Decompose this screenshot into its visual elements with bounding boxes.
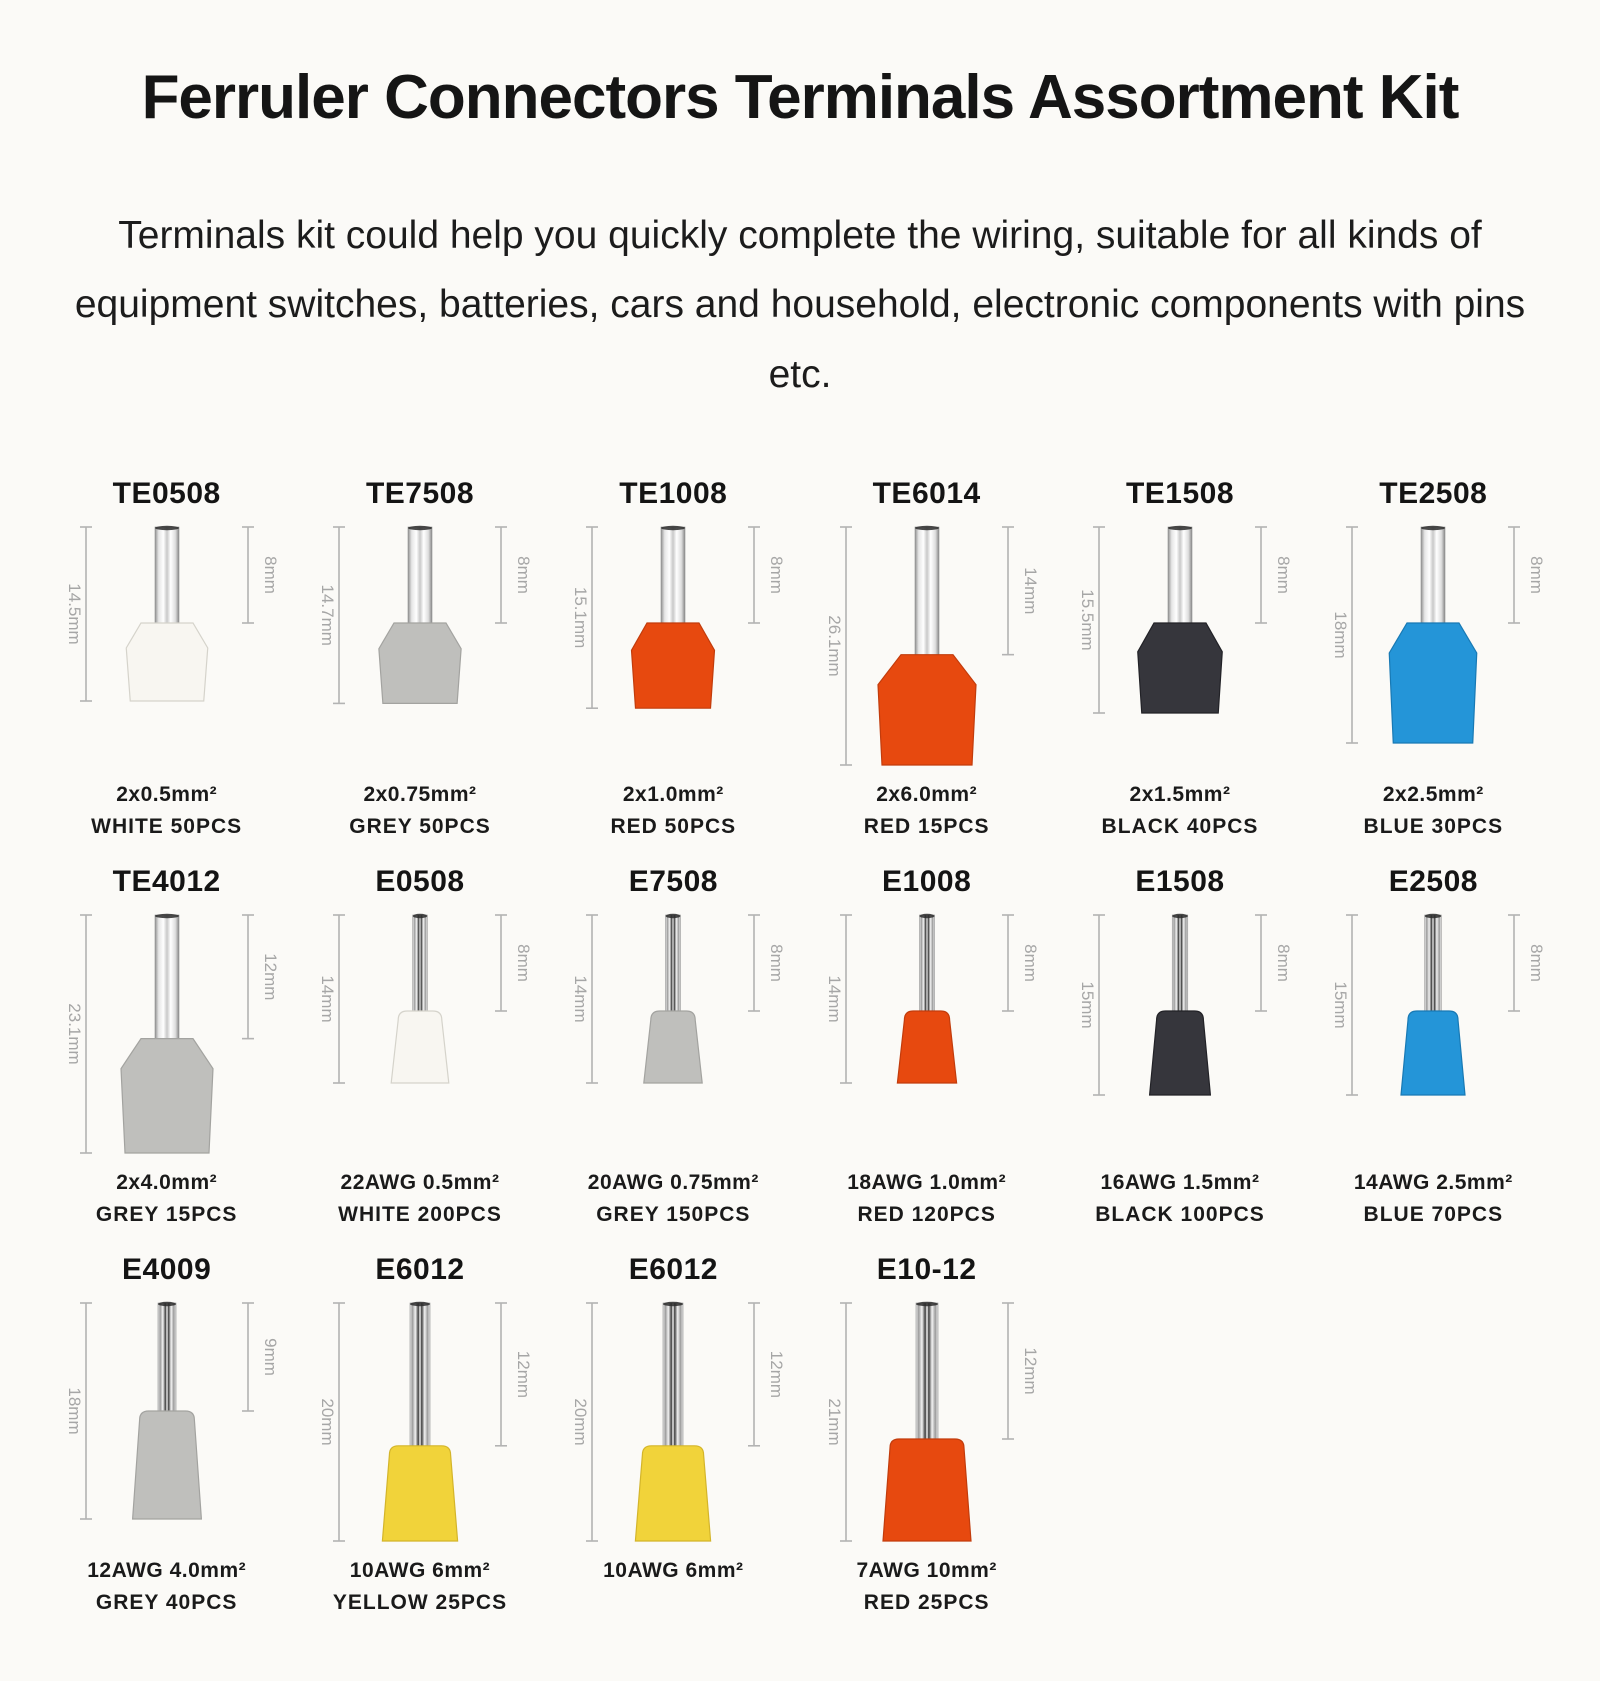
model-label: E0508: [375, 865, 465, 899]
pin-opening: [408, 526, 432, 530]
model-label: E2508: [1388, 865, 1478, 899]
color-count-label: [551, 1591, 796, 1615]
page-subtitle: Terminals kit could help you quickly complete the wiring, suitable for all kinds of equipment switches, batteries, cars and household, electronic components with pins etc.: [74, 214, 1526, 396]
dimension-label: 14mm: [824, 975, 844, 1023]
dimension-label: 12mm: [260, 953, 280, 1001]
ferrule-figure: [804, 515, 1049, 781]
ferrule-body: [391, 1011, 449, 1083]
ferrule-drawing: [301, 903, 539, 1165]
product-item: [547, 865, 800, 1227]
ferrule-body: [632, 623, 715, 708]
product-item: [800, 477, 1053, 839]
pin-opening: [155, 526, 179, 530]
ferrule-drawing: [48, 1291, 286, 1553]
color-count-label: BLACK 100PCS: [1095, 1203, 1265, 1227]
color-count-label: RED 50PCS: [610, 815, 737, 839]
product-row: [40, 865, 1560, 1227]
ferrule-body: [1390, 623, 1478, 743]
pin-opening: [915, 526, 939, 530]
ferrule-drawing: [554, 515, 792, 777]
pin-opening: [155, 914, 179, 918]
ferrule-drawing: [808, 903, 1046, 1165]
pin-length-dimension: [242, 1303, 280, 1411]
pin-length-dimension: [242, 527, 280, 623]
ferrule-body: [1138, 623, 1223, 713]
page-title: Ferruler Connectors Terminals Assortment Kit: [141, 63, 1459, 132]
product-item: [1053, 865, 1306, 1227]
product-item: [40, 1253, 293, 1615]
ferrule-figure: [1057, 515, 1302, 781]
dimension-label: 8mm: [767, 556, 787, 595]
dimension-label: 15.5mm: [1077, 589, 1097, 651]
pin-length-dimension: [1002, 915, 1040, 1011]
spec-label: 22AWG 0.5mm²: [340, 1171, 500, 1195]
ferrule-drawing: [48, 515, 286, 777]
total-height-dimension: [1078, 527, 1105, 713]
total-height-dimension: [318, 915, 345, 1083]
product-item: [40, 865, 293, 1227]
ferrule-figure: [44, 903, 289, 1169]
ferrule-pin: [158, 1303, 176, 1417]
product-item: [293, 1253, 546, 1615]
model-label: E4009: [122, 1253, 212, 1287]
dimension-label: 8mm: [1020, 944, 1040, 983]
spec-label: 10AWG 6mm²: [349, 1559, 491, 1583]
ferrule-drawing: [1061, 515, 1299, 777]
dimension-label: 8mm: [1273, 556, 1293, 595]
total-height-dimension: [825, 527, 852, 765]
model-label: TE1008: [619, 477, 728, 511]
total-height-dimension: [65, 1303, 92, 1519]
dimension-label: 8mm: [260, 556, 280, 595]
product-item: [293, 477, 546, 839]
ferrule-drawing: [1314, 903, 1552, 1165]
total-height-dimension: [65, 915, 92, 1153]
ferrule-figure: [1311, 515, 1556, 781]
model-label: TE1508: [1125, 477, 1235, 511]
dimension-label: 8mm: [767, 944, 787, 983]
color-count-label: GREY 50PCS: [349, 815, 491, 839]
dimension-label: 8mm: [513, 944, 533, 983]
ferrule-pin: [916, 1303, 938, 1445]
ferrule-pin: [1168, 527, 1192, 629]
total-height-dimension: [1331, 915, 1358, 1095]
pin-length-dimension: [748, 915, 786, 1011]
product-item: [1307, 477, 1560, 839]
ferrule-pin: [408, 527, 432, 629]
ferrule-figure: [297, 1291, 542, 1557]
pin-opening: [919, 914, 934, 918]
spec-label: 2x2.5mm²: [1382, 783, 1484, 807]
total-height-dimension: [825, 915, 852, 1083]
color-count-label: BLACK 40PCS: [1101, 815, 1259, 839]
dimension-label: 18mm: [1331, 611, 1351, 659]
spec-label: 12AWG 4.0mm²: [87, 1559, 247, 1583]
ferrule-body: [121, 1039, 213, 1153]
pin-opening: [666, 914, 681, 918]
pin-length-dimension: [748, 1303, 786, 1446]
ferrule-body: [1401, 1011, 1465, 1095]
ferrule-drawing: [301, 1291, 539, 1553]
dimension-label: 14mm: [1020, 567, 1040, 615]
model-label: TE0508: [112, 477, 221, 511]
color-count-label: WHITE 50PCS: [91, 815, 243, 839]
color-count-label: RED 15PCS: [863, 815, 990, 839]
ferrule-figure: [44, 515, 289, 781]
ferrule-body: [897, 1011, 956, 1083]
ferrule-drawing: [554, 1291, 792, 1553]
ferrule-figure: [804, 903, 1049, 1169]
dimension-label: 14mm: [317, 975, 337, 1023]
spec-label: 18AWG 1.0mm²: [847, 1171, 1007, 1195]
spec-label: 2x1.0mm²: [622, 783, 724, 807]
product-item: [40, 477, 293, 839]
ferrule-body: [883, 1439, 971, 1541]
spec-label: 2x0.75mm²: [363, 783, 477, 807]
ferrule-figure: [551, 515, 796, 781]
pin-length-dimension: [495, 1303, 533, 1446]
ferrule-pin: [663, 1303, 683, 1452]
ferrule-pin: [1421, 527, 1445, 629]
dimension-label: 12mm: [1020, 1347, 1040, 1395]
color-count-label: WHITE 200PCS: [338, 1203, 502, 1227]
dimension-label: 12mm: [513, 1351, 533, 1399]
ferrule-pin: [1172, 915, 1188, 1017]
dimension-label: 18mm: [64, 1387, 84, 1435]
dimension-label: 12mm: [767, 1351, 787, 1399]
ferrule-pin: [919, 915, 934, 1017]
pin-opening: [1168, 526, 1192, 530]
ferrule-body: [878, 655, 976, 765]
model-label: E1008: [882, 865, 972, 899]
ferrule-drawing: [808, 515, 1046, 777]
pin-length-dimension: [1508, 527, 1546, 623]
ferrule-pin: [155, 915, 179, 1045]
ferrule-figure: [297, 903, 542, 1169]
ferrule-pin: [666, 915, 681, 1017]
total-height-dimension: [318, 1303, 345, 1541]
color-count-label: RED 120PCS: [857, 1203, 996, 1227]
dimension-label: 15mm: [1077, 981, 1097, 1029]
ferrule-pin: [155, 527, 179, 629]
ferrule-pin: [661, 527, 685, 629]
total-height-dimension: [65, 527, 92, 701]
ferrule-drawing: [48, 903, 286, 1165]
product-item: [800, 865, 1053, 1227]
color-count-label: BLUE 30PCS: [1363, 815, 1504, 839]
total-height-dimension: [571, 527, 598, 708]
model-label: E7508: [628, 865, 718, 899]
dimension-label: 20mm: [317, 1398, 337, 1446]
dimension-label: 20mm: [571, 1398, 591, 1446]
spec-label: 2x0.5mm²: [116, 783, 218, 807]
ferrule-body: [132, 1411, 201, 1519]
pin-opening: [413, 914, 428, 918]
pin-length-dimension: [1002, 1303, 1040, 1439]
pin-opening: [1172, 914, 1188, 918]
pin-opening: [158, 1302, 176, 1306]
ferrule-figure: [804, 1291, 1049, 1557]
pin-length-dimension: [1255, 915, 1293, 1011]
dimension-label: 14mm: [571, 975, 591, 1023]
dimension-label: 14.7mm: [317, 584, 337, 647]
pin-length-dimension: [748, 527, 786, 623]
pin-opening: [916, 1302, 938, 1306]
dimension-label: 8mm: [1527, 944, 1547, 983]
ferrule-body: [644, 1011, 702, 1083]
pin-length-dimension: [242, 915, 280, 1039]
ferrule-figure: [551, 903, 796, 1169]
model-label: TE6014: [872, 477, 981, 511]
ferrule-body: [379, 623, 461, 703]
color-count-label: RED 25PCS: [863, 1591, 990, 1615]
dimension-label: 15mm: [1331, 981, 1351, 1029]
total-height-dimension: [1331, 527, 1358, 743]
ferrule-drawing: [301, 515, 539, 777]
ferrule-body: [1150, 1011, 1211, 1095]
total-height-dimension: [571, 1303, 598, 1541]
model-label: E10-12: [876, 1253, 977, 1287]
ferrule-drawing: [808, 1291, 1046, 1553]
model-label: TE2508: [1379, 477, 1488, 511]
total-height-dimension: [825, 1303, 852, 1541]
pin-length-dimension: [495, 915, 533, 1011]
product-item: [1053, 477, 1306, 839]
pin-length-dimension: [1255, 527, 1293, 623]
dimension-label: 8mm: [1273, 944, 1293, 983]
ferrule-figure: [1311, 903, 1556, 1169]
color-count-label: GREY 150PCS: [596, 1203, 751, 1227]
ferrule-figure: [297, 515, 542, 781]
pin-length-dimension: [495, 527, 533, 623]
product-grid: [40, 477, 1560, 1615]
product-item: [293, 865, 546, 1227]
dimension-label: 26.1mm: [824, 615, 844, 677]
spec-label: 14AWG 2.5mm²: [1353, 1171, 1513, 1195]
spec-label: 20AWG 0.75mm²: [587, 1171, 759, 1195]
ferrule-figure: [44, 1291, 289, 1557]
color-count-label: BLUE 70PCS: [1363, 1203, 1504, 1227]
product-row: [40, 477, 1560, 839]
ferrule-pin: [915, 527, 939, 661]
total-height-dimension: [1078, 915, 1105, 1095]
pin-opening: [1421, 526, 1445, 530]
spec-label: 7AWG 10mm²: [856, 1559, 997, 1583]
dimension-label: 15.1mm: [571, 587, 591, 649]
spec-label: 2x1.5mm²: [1129, 783, 1231, 807]
ferrule-pin: [1425, 915, 1442, 1017]
total-height-dimension: [318, 527, 345, 703]
dimension-label: 8mm: [513, 556, 533, 595]
pin-opening: [410, 1302, 430, 1306]
ferrule-drawing: [554, 903, 792, 1165]
pin-opening: [1425, 914, 1442, 918]
model-label: E6012: [375, 1253, 465, 1287]
color-count-label: GREY 15PCS: [95, 1203, 238, 1227]
ferrule-figure: [1057, 903, 1302, 1169]
pin-length-dimension: [1508, 915, 1546, 1011]
spec-label: 16AWG 1.5mm²: [1100, 1171, 1260, 1195]
pin-opening: [661, 526, 685, 530]
spec-label: 2x4.0mm²: [116, 1171, 218, 1195]
model-label: E1508: [1135, 865, 1225, 899]
product-item: [1307, 865, 1560, 1227]
ferrule-pin: [413, 915, 428, 1017]
ferrule-drawing: [1061, 903, 1299, 1165]
product-item: [800, 1253, 1053, 1615]
dimension-label: 8mm: [1527, 556, 1547, 595]
ferrule-body: [126, 623, 208, 701]
spec-label: 10AWG 6mm²: [603, 1559, 744, 1583]
model-label: TE4012: [112, 865, 221, 899]
total-height-dimension: [571, 915, 598, 1083]
color-count-label: GREY 40PCS: [95, 1591, 238, 1615]
ferrule-body: [636, 1446, 711, 1541]
product-item: [547, 1253, 800, 1615]
ferrule-drawing: [1314, 515, 1552, 777]
dimension-label: 21mm: [824, 1398, 844, 1446]
product-row: [40, 1253, 1560, 1615]
model-label: TE7508: [365, 477, 475, 511]
dimension-label: 14.5mm: [64, 583, 84, 645]
color-count-label: YELLOW 25PCS: [332, 1591, 508, 1615]
product-item: [547, 477, 800, 839]
pin-length-dimension: [1002, 527, 1040, 655]
dimension-label: 23.1mm: [64, 1003, 84, 1065]
spec-label: 2x6.0mm²: [876, 783, 978, 807]
ferrule-figure: [551, 1291, 796, 1557]
ferrule-body: [382, 1446, 457, 1541]
pin-opening: [663, 1302, 683, 1306]
dimension-label: 9mm: [260, 1338, 280, 1377]
ferrule-pin: [410, 1303, 430, 1452]
model-label: E6012: [628, 1253, 718, 1287]
